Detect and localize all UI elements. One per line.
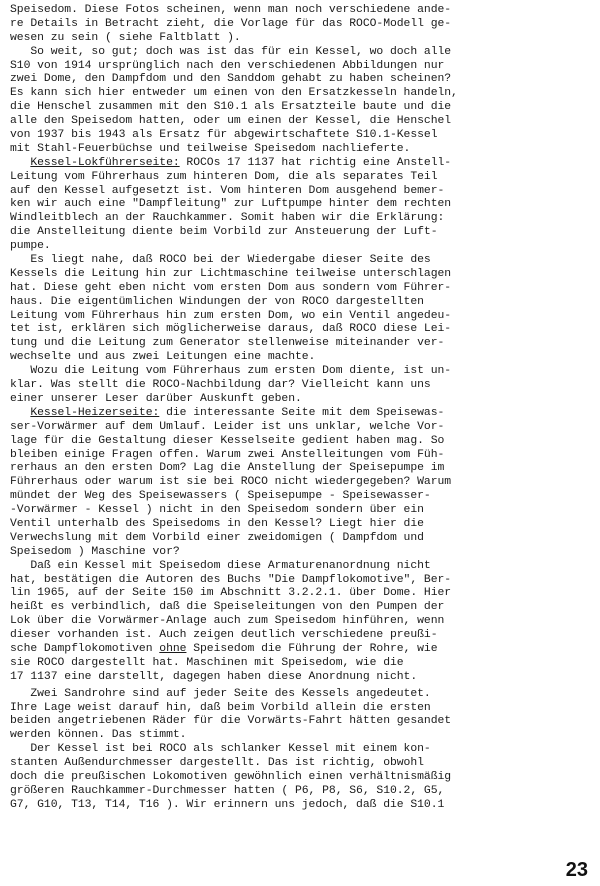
text-line: G7, G10, T13, T14, T16 ). Wir erinnern uns jedoch, daß die S10.1 (10, 798, 445, 811)
text-line: hat. Diese geht eben nicht vom ersten Dom aus sondern vom Führer- (10, 281, 452, 294)
text-line: lin 1965, auf der Seite 150 im Abschnitt 3.2.2.1. über Dome. Hier (10, 587, 452, 600)
text-line: die Anstelleitung diente beim Vorbild zur Ansteuerung der Luft- (10, 226, 438, 239)
text-line: Leitung vom Führerhaus zum hinteren Dom, die als separates Teil (10, 170, 438, 183)
text-line: rerhaus an den ersten Dom? Lag die Anstellung der Speisepumpe im (10, 462, 445, 475)
text-line: pumpe. (10, 240, 51, 253)
text-line: mit Stahl-Feuerbüchse und teilweise Speisedom nachlieferte. (10, 142, 411, 155)
text-line: bleiben einige Fragen offen. Warum zwei Anstelleitungen vom Füh- (10, 448, 445, 461)
text-line: Wozu die Leitung vom Führerhaus zum ersten Dom diente, ist un- (10, 365, 452, 378)
text-line: von 1937 bis 1943 als Ersatz für abgewirtschaftete S10.1-Kessel (10, 129, 438, 142)
text-line: 17 1137 eine darstellt, dagegen haben diese Anordnung nicht. (10, 670, 418, 683)
text-line: tung und die Leitung zum Generator stellenweise miteinander ver- (10, 337, 445, 350)
text-line-ohne-underlined: sche Dampflokomotiven ohne Speisedom die Führung der Rohre, wie (10, 642, 438, 655)
text-line: -Vorwärmer - Kessel ) nicht in den Speisedom sondern über ein (10, 504, 424, 517)
text-line: beiden angetriebenen Räder für die Vorwärts-Fahrt hätten gesandet (10, 715, 452, 728)
text-line: tet ist, erklären sich möglicherweise daraus, daß ROCO diese Lei- (10, 323, 452, 336)
text-line: So weit, so gut; doch was ist das für ein Kessel, wo doch alle (10, 45, 452, 58)
text-line: Ventil unterhalb des Speisedoms in den Kessel? Liegt hier die (10, 517, 424, 530)
text-line: die Henschel zusammen mit den S10.1 als Ersatzteile baute und die (10, 101, 452, 114)
text-line: S10 von 1914 ursprünglich nach den verschiedenen Abbildungen nur (10, 59, 445, 72)
text-line: größeren Rauchkammer-Durchmesser hatten ( P6, P8, S6, S10.2, G5, (10, 784, 445, 797)
text-line: Ihre Lage weist darauf hin, daß beim Vorbild allein die ersten (10, 701, 431, 714)
section-heading-line (10, 157, 586, 171)
text-line: stanten Außendurchmesser dargestellt. Das ist richtig, obwohl (10, 757, 424, 770)
text-line: Der Kessel ist bei ROCO als schlanker Kessel mit einem kon- (10, 743, 431, 756)
text-line: Leitung vom Führerhaus hin zum ersten Dom, wo ein Ventil angedeu- (10, 309, 452, 322)
heading-continuation: ROCOs 17 1137 hat richtig eine Anstell- (179, 156, 452, 169)
text-line: Kessels die Leitung hin zur Lichtmaschine teilweise unterschlagen (10, 267, 452, 280)
text-line: haus. Die eigentümlichen Windungen der von ROCO dargestellten (10, 295, 424, 308)
text-line: alle den Speisedom hatten, oder um einen der Kessel, die Henschel (10, 115, 452, 128)
text-line: Speisedom ) Maschine vor? (10, 545, 180, 558)
underlined-word-ohne: ohne (159, 642, 187, 655)
text-line: einer unserer Leser darüber Auskunft geben. (10, 392, 302, 405)
text-line: Daß ein Kessel mit Speisedom diese Armaturenanordnung nicht (10, 559, 431, 572)
text-line: zwei Dome, den Dampfdom und den Sanddom gehabt zu haben scheinen? (10, 73, 452, 86)
text-line: klar. Was stellt die ROCO-Nachbildung dar? Vielleicht kann uns (10, 379, 431, 392)
text-line: wesen zu sein ( siehe Faltblatt ). (10, 31, 241, 44)
text-line: lage für die Gestaltung dieser Kesselseite gedient haben mag. So (10, 434, 445, 447)
text-line: Windleitblech an der Rauchkammer. Somit haben wir die Erklärung: (10, 212, 445, 225)
text-line: Speisedom. Diese Fotos scheinen, wenn man noch verschiedene ande- (10, 4, 452, 16)
text-line: Es kann sich hier entweder um einen von den Ersatzkesseln handeln, (10, 87, 458, 100)
text-line: mündet der Weg des Speisewassers ( Speisepumpe - Speisewasser- (10, 490, 431, 503)
heading-continuation: die interessante Seite mit dem Speisewas- (159, 406, 445, 419)
text-line: Führerhaus oder warum ist sie bei ROCO nicht wiedergegeben? Warum (10, 476, 452, 489)
text-line: hat, bestätigen die Autoren des Buchs "Die Dampflokomotive", Ber- (10, 573, 452, 586)
text-line: wechselte und aus zwei Leitungen eine machte. (10, 351, 316, 364)
text-line: Es liegt nahe, daß ROCO bei der Wiedergabe dieser Seite des (10, 254, 431, 267)
section-heading-lokfuehrerseite: Kessel-Lokführerseite: (30, 156, 180, 169)
section-heading-heizerseite: Kessel-Heizerseite: (30, 406, 160, 419)
text-line: werden können. Das stimmt. (10, 729, 187, 742)
text-line: Lok über die Vorwärmer-Anlage auch zum Speisedom hinführen, wenn (10, 615, 445, 628)
text-line: re Details in Betracht zieht, die Vorlage für das ROCO-Modell ge- (10, 17, 452, 30)
section-heading-line (10, 407, 586, 421)
text-line: ser-Vorwärmer auf dem Umlauf. Leider ist uns unklar, welche Vor- (10, 420, 445, 433)
text-line: auf den Kessel aufgesetzt ist. Vom hinteren Dom ausgehend bemer- (10, 184, 445, 197)
text-line: sie ROCO dargestellt hat. Maschinen mit Speisedom, wie die (10, 656, 404, 669)
text-line: doch die preußischen Lokomotiven gewöhnlich einen verhältnismäßig (10, 770, 452, 783)
text-line: Zwei Sandrohre sind auf jeder Seite des Kessels angedeutet. (10, 687, 431, 700)
text-line: ken wir auch eine "Dampfleitung" zur Luftpumpe hinter dem rechten (10, 198, 452, 211)
text-line: heißt es verbindlich, daß die Speiseleitungen von den Pumpen der (10, 601, 445, 614)
text-line: dieser vorhanden ist. Auch zeigen deutlich verschiedene preußi- (10, 629, 438, 642)
page-number: 23 (565, 859, 588, 882)
text-line: Verwechslung mit dem Vorbild einer zweidomigen ( Dampfdom und (10, 531, 424, 544)
